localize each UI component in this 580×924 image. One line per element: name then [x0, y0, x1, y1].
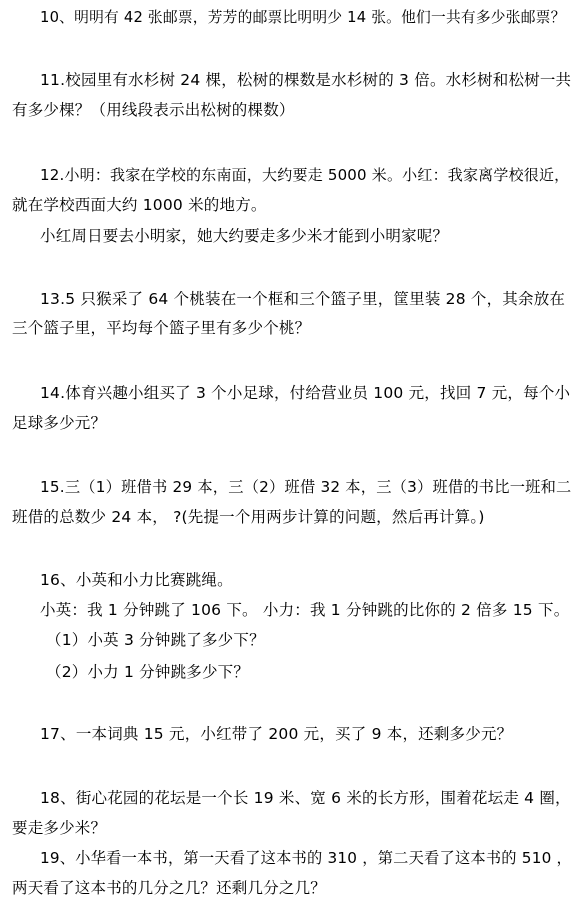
problem-12-line-1: 12.小明：我家在学校的东南面，大约要走 5000 米。小红：我家离学校很近， [40, 166, 570, 184]
problem-12-line-2: 就在学校西面大约 1000 米的地方。 [12, 196, 267, 214]
problem-16-sub-2: （2）小力 1 分钟跳多少下？ [46, 663, 250, 681]
problem-10-line-1: 10、明明有 42 张邮票，芳芳的邮票比明明少 14 张。他们一共有多少张邮票？ [40, 9, 566, 26]
problem-13-line-2: 三个篮子里，平均每个篮子里有多少个桃？ [12, 319, 311, 337]
problem-14-line-1: 14.体育兴趣小组买了 3 个小足球，付给营业员 100 元，找回 7 元，每个小 [40, 384, 571, 402]
problem-19-line-1: 19、小华看一本书，第一天看了这本书的 310 ，第二天看了这本书的 510 ， [40, 849, 573, 867]
problem-14-line-2: 足球多少元？ [12, 414, 107, 432]
problem-15-line-1: 15.三（1）班借书 29 本，三（2）班借 32 本，三（3）班借的书比一班和二 [40, 478, 572, 496]
problem-13-line-1: 13.5 只猴采了 64 个桃装在一个框和三个篮子里，筐里装 28 个，其余放在 [40, 290, 566, 308]
problem-15-line-2: 班借的总数少 24 本， ?(先提一个用两步计算的问题，然后再计算。) [12, 508, 485, 526]
problem-11-line-1: 11.校园里有水杉树 24 棵，松树的棵数是水杉树的 3 倍。水杉树和松树一共 [40, 71, 572, 89]
problem-16-line-2: 小英：我 1 分钟跳了 106 下。 小力：我 1 分钟跳的比你的 2 倍多 15 下。 [40, 601, 570, 619]
problem-16-line-1: 16、小英和小力比赛跳绳。 [40, 571, 233, 589]
problem-18-line-2: 要走多少米？ [12, 819, 107, 837]
problem-11-line-2: 有多少棵？（用线段表示出松树的棵数） [12, 101, 295, 119]
problem-19-line-2: 两天看了这本书的几分之几？还剩几分之几？ [12, 879, 327, 897]
problem-18-line-1: 18、街心花园的花坛是一个长 19 米、宽 6 米的长方形，围着花坛走 4 圈， [40, 789, 571, 807]
problem-16-sub-1: （1）小英 3 分钟跳了多少下？ [46, 631, 265, 649]
problem-17-line-1: 17、一本词典 15 元，小红带了 200 元，买了 9 本，还剩多少元？ [40, 725, 513, 743]
problem-12-line-3: 小红周日要去小明家，她大约要走多少米才能到小明家呢？ [40, 227, 449, 245]
